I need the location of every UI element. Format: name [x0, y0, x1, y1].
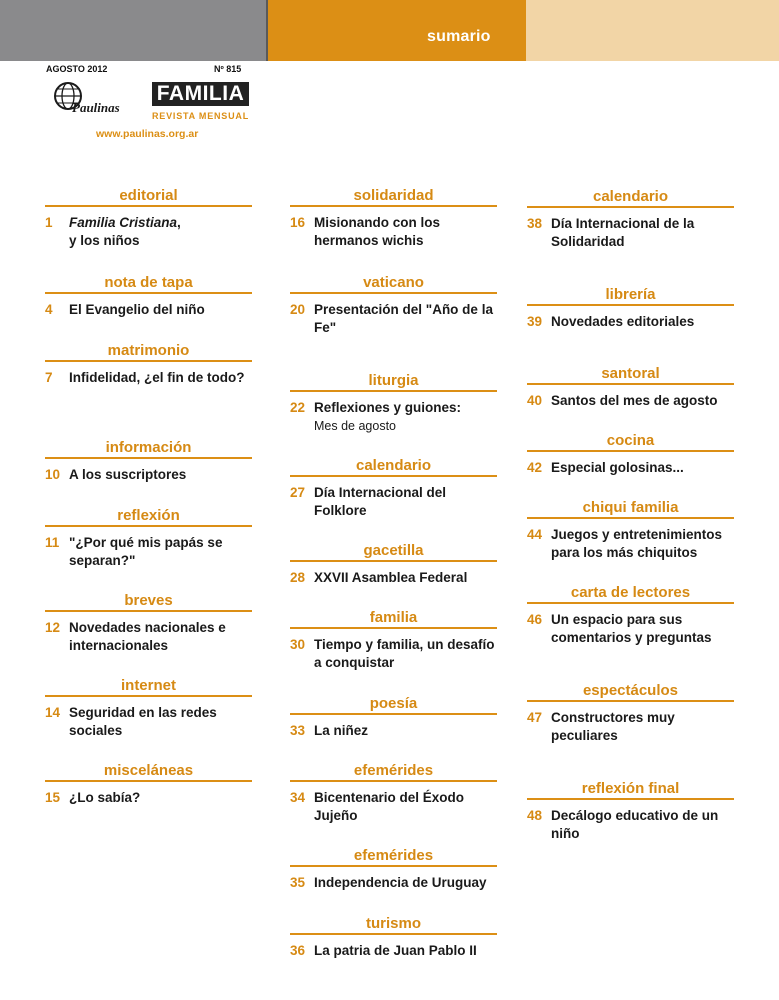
entry-title-line2: y los niños [69, 233, 140, 248]
toc-section-matrimonio [45, 343, 252, 387]
toc-entry[interactable] [527, 392, 734, 410]
section-title: carta de lectores [527, 585, 734, 604]
toc-section-chiqui-familia [527, 500, 734, 562]
issue-number: Nº 815 [214, 64, 242, 74]
section-title: efemérides [290, 848, 497, 867]
toc-section-calendario [290, 458, 497, 520]
page-number: 40 [527, 393, 543, 408]
entry-title: Día Internacional del Folklore [314, 485, 447, 518]
toc-entry[interactable] [290, 569, 497, 587]
toc-entry[interactable] [290, 301, 497, 337]
familia-logo: FAMILIA [152, 82, 249, 106]
toc-entry[interactable] [45, 789, 252, 807]
section-title: información [45, 440, 252, 459]
toc-section-internet [45, 678, 252, 740]
entry-title: XXVII Asamblea Federal [314, 570, 468, 585]
section-title: poesía [290, 696, 497, 715]
page-number: 20 [290, 302, 306, 317]
section-title: efemérides [290, 763, 497, 782]
toc-entry[interactable] [290, 214, 497, 250]
page-number: 48 [527, 808, 543, 823]
toc-section-solidaridad [290, 188, 497, 250]
toc-entry[interactable] [45, 534, 252, 570]
toc-entry[interactable] [45, 369, 252, 387]
toc-entry[interactable] [527, 526, 734, 562]
toc-entry[interactable] [527, 807, 734, 843]
toc-section-efemerides-2 [290, 848, 497, 892]
section-title: liturgia [290, 373, 497, 392]
section-title: librería [527, 287, 734, 306]
entry-title [69, 214, 252, 250]
section-title: calendario [290, 458, 497, 477]
issue-date: AGOSTO 2012 [46, 64, 108, 74]
toc-section-libreria [527, 287, 734, 331]
toc-entry[interactable] [45, 619, 252, 655]
page-number: 33 [290, 723, 306, 738]
page-number: 10 [45, 467, 61, 482]
page-number: 28 [290, 570, 306, 585]
entry-title: Novedades editoriales [551, 314, 695, 329]
page-number: 38 [527, 216, 543, 231]
toc-section-turismo [290, 916, 497, 960]
toc-entry[interactable] [290, 722, 497, 740]
toc-entry[interactable] [290, 399, 497, 435]
toc-section-liturgia [290, 373, 497, 435]
toc-section-espectaculos [527, 683, 734, 745]
page-number: 39 [527, 314, 543, 329]
toc-entry[interactable] [290, 636, 497, 672]
section-title: solidaridad [290, 188, 497, 207]
entry-title: La patria de Juan Pablo II [314, 943, 477, 958]
paulinas-wordmark: Paulinas [72, 100, 120, 115]
entry-subtitle: Mes de agosto [314, 419, 396, 433]
section-title: espectáculos [527, 683, 734, 702]
toc-entry[interactable] [290, 942, 497, 960]
toc-entry[interactable] [527, 313, 734, 331]
section-title: calendario [527, 189, 734, 208]
section-title: chiqui familia [527, 500, 734, 519]
section-title: misceláneas [45, 763, 252, 782]
toc-section-cocina [527, 433, 734, 477]
toc-section-reflexion [45, 508, 252, 570]
entry-title-italic: Familia Cristiana [69, 215, 178, 230]
toc-section-efemerides-1 [290, 763, 497, 825]
section-title: santoral [527, 366, 734, 385]
toc-entry[interactable] [290, 789, 497, 825]
page-number: 46 [527, 612, 543, 627]
page-number: 30 [290, 637, 306, 652]
page-number: 12 [45, 620, 61, 635]
page-number: 42 [527, 460, 543, 475]
entry-title-comma: , [177, 215, 181, 230]
toc-section-editorial [45, 188, 252, 250]
page-number: 22 [290, 400, 306, 415]
section-heading: sumario [427, 28, 491, 45]
page-number: 14 [45, 705, 61, 720]
page-number: 27 [290, 485, 306, 500]
page-number: 7 [45, 370, 53, 385]
section-title: familia [290, 610, 497, 629]
entry-title: Bicentenario del Éxodo Jujeño [314, 790, 465, 823]
entry-title: Juegos y entretenimientos para los más chiquitos [551, 527, 723, 560]
page-number: 11 [45, 535, 60, 550]
toc-entry[interactable] [527, 215, 734, 251]
entry-title: Independencia de Uruguay [314, 875, 487, 890]
section-title: turismo [290, 916, 497, 935]
toc-entry[interactable] [45, 704, 252, 740]
toc-section-nota-de-tapa [45, 275, 252, 319]
entry-title: Santos del mes de agosto [551, 393, 718, 408]
section-title: vaticano [290, 275, 497, 294]
toc-section-vaticano [290, 275, 497, 337]
page-number: 36 [290, 943, 306, 958]
toc-section-informacion [45, 440, 252, 484]
entry-title: Infidelidad, ¿el fin de todo? [69, 370, 245, 385]
toc-entry[interactable] [527, 459, 734, 477]
page-number: 15 [45, 790, 61, 805]
toc-section-santoral [527, 366, 734, 410]
toc-section-carta-de-lectores [527, 585, 734, 647]
entry-title: Tiempo y familia, un desafío a conquistar [314, 637, 495, 670]
entry-title: A los suscriptores [69, 467, 187, 482]
entry-title: ¿Lo sabía? [69, 790, 141, 805]
toc-section-reflexion-final [527, 781, 734, 843]
page-number: 47 [527, 710, 543, 725]
section-title: cocina [527, 433, 734, 452]
page-number: 4 [45, 302, 53, 317]
toc-entry[interactable] [527, 611, 734, 647]
section-title: matrimonio [45, 343, 252, 362]
section-title: editorial [45, 188, 252, 207]
page-number: 16 [290, 215, 306, 230]
entry-title: Un espacio para sus comentarios y preguntas [551, 612, 712, 645]
entry-title: Decálogo educativo de un niño [551, 808, 719, 841]
entry-title-main: Reflexiones y guiones: [314, 400, 462, 415]
toc-section-poesia [290, 696, 497, 740]
toc-section-gacetilla [290, 543, 497, 587]
page-number: 1 [45, 215, 53, 230]
page-number: 35 [290, 875, 306, 890]
entry-title: Constructores muy peculiares [551, 710, 675, 743]
section-title: nota de tapa [45, 275, 252, 294]
entry-title: La niñez [314, 723, 369, 738]
toc-section-calendario-2 [527, 189, 734, 251]
entry-title: "¿Por qué mis papás se separan?" [69, 535, 223, 568]
magazine-subtitle: REVISTA MENSUAL [152, 111, 250, 121]
entry-title: El Evangelio del niño [69, 302, 205, 317]
website-link[interactable]: www.paulinas.org.ar [96, 128, 199, 140]
section-title: breves [45, 593, 252, 612]
entry-title: Especial golosinas... [551, 460, 684, 475]
entry-title: Misionando con los hermanos wichis [314, 215, 441, 248]
paulinas-logo [50, 78, 120, 124]
entry-title: Novedades nacionales e internacionales [69, 620, 226, 653]
toc-entry[interactable] [45, 301, 252, 319]
section-title: reflexión [45, 508, 252, 527]
toc-entry[interactable] [290, 874, 497, 892]
entry-title: Seguridad en las redes sociales [69, 705, 217, 738]
toc-entry[interactable] [45, 466, 252, 484]
entry-title: Día Internacional de la Solidaridad [551, 216, 695, 249]
toc-entry[interactable] [290, 484, 497, 520]
page-number: 44 [527, 527, 543, 542]
header-band-gray [0, 0, 266, 61]
entry-title [314, 399, 497, 435]
toc-section-familia [290, 610, 497, 672]
header-band-peach [526, 0, 779, 61]
section-title: reflexión final [527, 781, 734, 800]
toc-section-breves [45, 593, 252, 655]
entry-title: Presentación del "Año de la Fe" [314, 302, 493, 335]
toc-entry[interactable] [45, 214, 252, 250]
toc-section-miscelaneas [45, 763, 252, 807]
toc-entry[interactable] [527, 709, 734, 745]
section-title: internet [45, 678, 252, 697]
section-title: gacetilla [290, 543, 497, 562]
page-number: 34 [290, 790, 306, 805]
